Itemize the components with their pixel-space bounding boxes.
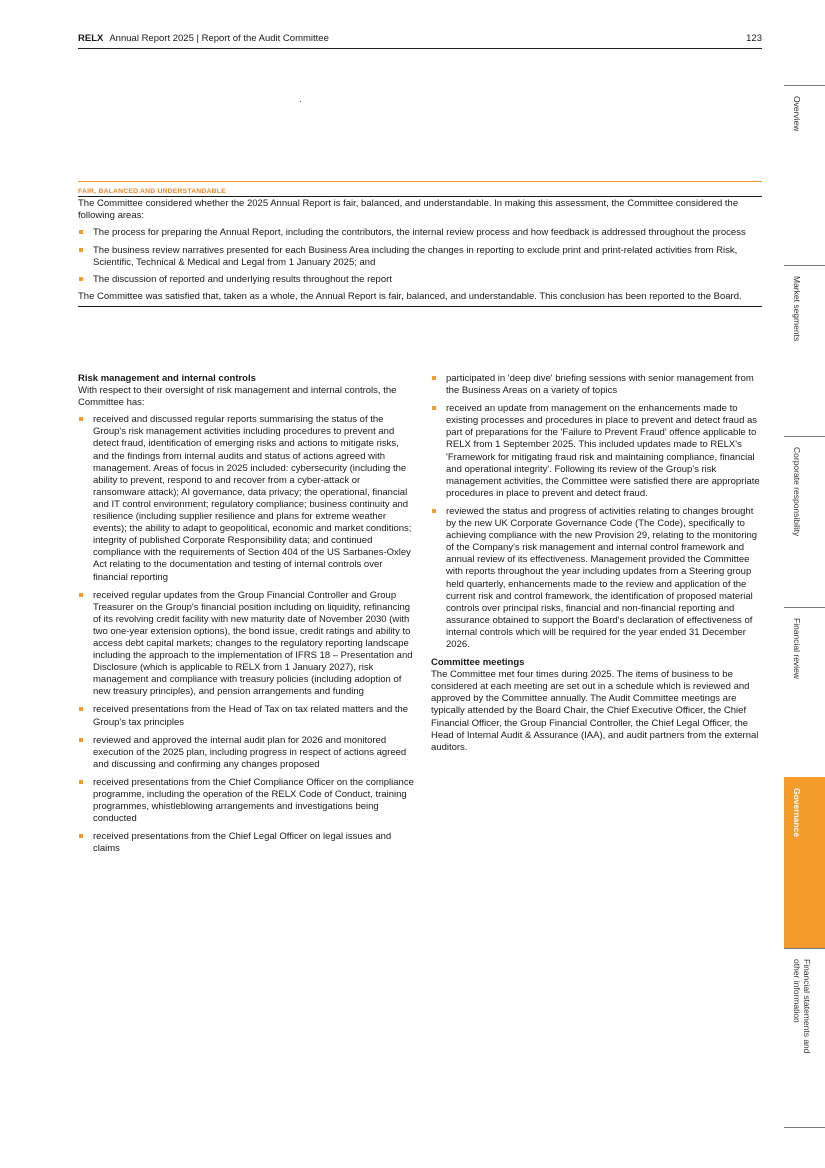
tab-label: Overview [792, 96, 802, 132]
page-header [78, 33, 762, 45]
page-number: 123 [746, 33, 762, 44]
list-item: received regular updates from the Group Financial Controller and Group Treasurer on the Group's financial position including on liquidity, refinancing of its revolving credit facility with new maturity date of November 2030 (with two one-year extension options), the bond issue, credit ratings and ability to access debt capital markets; changes to the regulatory reporting landscape including the approach to the implementation of IFRS 18 – Presentation and Disclosure (which is applicable to RELX from 1 January 2027), risk management and compliance with treasury policies (including adoption of new treasury principles), and pension arrangements and funding [78, 590, 414, 699]
tab-label: Financial statements and other information [792, 959, 812, 1054]
list-item: received and discussed regular reports summarising the status of the Group's risk management activities including procedures to prevent and detect fraud, identification of emerging risks and actions to mitigate risks, and the findings from internal audits and status of actions agreed with management. Areas of focus in 2025 included: cybersecurity (including the ability to prevent, respond to and recover from a cyber-attack or ransomware attack); AI governance, data privacy; the operational, financial and IT control environment; regulatory compliance; business continuity and resilience (including supplier resilience and plans for extreme weather events); the ability to adapt to geopolitical, economic and market conditions; integrity of published Corporate Responsibility data; and continued compliance with the requirements of Section 404 of the US Sarbanes-Oxley Act relating to the documentation and testing of internal controls over financial reporting [78, 414, 414, 583]
tab-label: Financial review [792, 618, 802, 679]
tab-label: Corporate responsibility [792, 447, 802, 537]
bullet-icon [79, 277, 83, 281]
bullet-icon [79, 707, 83, 711]
fair-bullet-list [78, 227, 762, 286]
section-label-rule [78, 196, 762, 197]
tab-corporate-responsibility[interactable] [784, 436, 825, 607]
meetings-heading: Committee meetings [431, 657, 525, 669]
left-column [78, 373, 414, 861]
list-item: participated in 'deep dive' briefing sessions with senior management from the Business Areas on a variety of topics [431, 373, 764, 397]
bullet-icon [432, 406, 436, 410]
tab-governance[interactable] [784, 777, 825, 948]
bullet-icon [79, 230, 83, 234]
list-item: received presentations from the Chief Compliance Officer on the compliance programme, including the operation of the RELX Code of Conduct, training programmes, whistleblowing arrangements and investigations being conducted [78, 777, 414, 825]
bullet-icon [79, 593, 83, 597]
header-title: Annual Report 2025 | Report of the Audit Committee [109, 33, 329, 44]
header-divider [78, 48, 762, 49]
stray-dot [300, 101, 301, 102]
tab-label: Governance [792, 788, 802, 838]
fair-intro: The Committee considered whether the 2025 Annual Report is fair, balanced, and understandable. In making this assessment, the Committee considered the following areas: [78, 198, 739, 222]
list-item: received presentations from the Head of Tax on tax related matters and the Group's tax principles [78, 704, 414, 728]
list-item: The business review narratives presented for each Business Area including the changes in reporting to exclude print and print-related activities from Risk, Scientific, Technical & Medical and Legal from 1 January 2025; and [78, 245, 762, 269]
bullet-icon [432, 376, 436, 380]
risk-intro: With respect to their oversight of risk management and internal controls, the Committee has: [78, 385, 397, 409]
list-item: reviewed and approved the internal audit plan for 2026 and monitored execution of the 2025 plan, including progress in respect of actions agreed and discussing and confirming any changes proposed [78, 735, 414, 771]
list-item: received presentations from the Chief Legal Officer on legal issues and claims [78, 831, 414, 855]
bullet-icon [79, 834, 83, 838]
right-column [431, 373, 764, 754]
fair-balanced-section [78, 181, 762, 307]
meetings-body: The Committee met four times during 2025. The items of business to be considered at each meeting are set out in a schedule which is reviewed and approved by the Committee annually. The Audit Committee meetings are typically attended by the Board Chair, the Chief Executive Officer, the Chief Financial Officer, the Group Financial Controller, the Chief Legal Officer, the Head of Internal Audit & Assurance (IAA), and audit partners from the external auditors. [431, 669, 759, 753]
bullet-icon [79, 248, 83, 252]
tab-overview[interactable] [784, 85, 825, 265]
bullet-icon [432, 509, 436, 513]
tab-financial-review[interactable] [784, 607, 825, 777]
list-item: reviewed the status and progress of activities relating to changes brought by the new UK Corporate Governance Code (The Code), specifically to achieving compliance with the new Provision 29, relating to the monitoring of the Company's risk management and internal control framework and annual review of its effectiveness. Management provided the Committee with reports throughout the year including updates from a Steering group held quarterly, enhancements made to the review and application of the current risk and control framework, the identification of proposed material controls over principal risks, financial and non-financial reporting and assurance obtained to support the Board's declaration of effectiveness of internal controls which will be required for the year ended 31 December 2026. [431, 506, 764, 651]
brand-name: RELX [78, 33, 104, 44]
section-accent-rule [78, 181, 762, 182]
section-bottom-rule [78, 306, 762, 307]
bullet-icon [79, 417, 83, 421]
list-item: received an update from management on the enhancements made to existing processes and procedures in place to prevent and detect fraud as part of preparations for the 'Failure to Prevent Fraud' offence applicable to RELX from 1 September 2025. This included updates made to RELX's 'Framework for mitigating fraud risk and maintaining compliance, financial and operational integrity'. Following its review of the Group's risk management activities, the Committee were satisfied there are appropriate procedures in place to prevent and detect fraud. [431, 403, 764, 500]
risk-heading: Risk management and internal controls [78, 373, 256, 384]
tab-financial-statements[interactable] [784, 948, 825, 1128]
risk-bullet-list-right [431, 373, 764, 651]
bullet-icon [79, 738, 83, 742]
section-sidebar [784, 85, 825, 1128]
tab-label: Market segments [792, 276, 802, 342]
list-item: The discussion of reported and underlying results throughout the report [78, 274, 762, 286]
list-item: The process for preparing the Annual Report, including the contributors, the internal review process and how feedback is addressed throughout the process [78, 227, 762, 239]
section-label: FAIR, BALANCED AND UNDERSTANDABLE [78, 188, 226, 195]
bullet-icon [79, 780, 83, 784]
risk-bullet-list-left [78, 414, 414, 855]
tab-market-segments[interactable] [784, 265, 825, 436]
fair-conclusion: The Committee was satisfied that, taken as a whole, the Annual Report is fair, balanced, and understandable. This conclusion has been reported to the Board. [78, 291, 742, 303]
